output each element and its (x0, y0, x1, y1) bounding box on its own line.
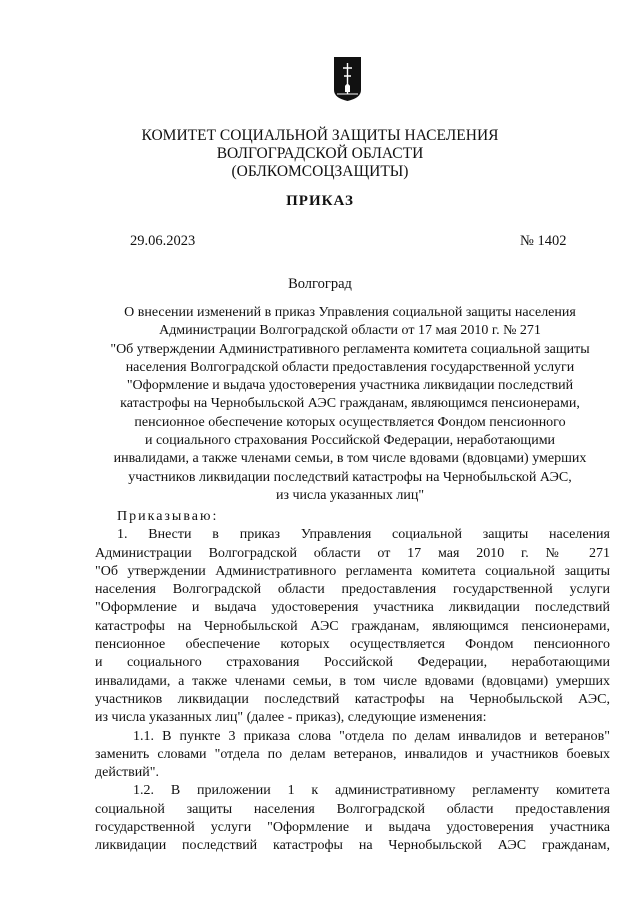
header-line-3: (ОБЛКОМСОЦЗАЩИТЫ) (231, 163, 409, 180)
order-subject (90, 304, 610, 505)
order-body (95, 508, 610, 856)
paragraph-1-line: населения Волгоградской области предоставления государственной услуги (95, 582, 610, 598)
subject-line: и социального страхования Российской Федерации, неработающими (144, 433, 556, 449)
paragraph-1-line: участников ликвидации последствий катастрофы на Чернобыльской АЭС, (95, 691, 610, 707)
subject-line: Администрации Волгоградской области от 17 мая 2010 г. № 271 (159, 323, 541, 339)
paragraph-1-line: "Оформление и выдача удостоверения участника ликвидации последствий (95, 600, 610, 616)
header-line-1: КОМИТЕТ СОЦИАЛЬНОЙ ЗАЩИТЫ НАСЕЛЕНИЯ (141, 127, 499, 144)
subject-line: населения Волгоградской области предоставления государственной услуги (125, 359, 575, 375)
paragraph-1-line: и социального страхования Российской Федерации, неработающими (95, 655, 610, 671)
paragraph-1-1-line: заменить словами "отдела по делам ветеранов, инвалидов и участников боевых (95, 746, 610, 762)
subject-line: инвалидами, а также членами семьи, в том числе вдовами (вдовцами) умерших (113, 451, 587, 467)
paragraph-1-2-line: государственной услуги "Оформление и выдача удостоверения участника (95, 820, 610, 836)
paragraph-1-line: 1. Внести в приказ Управления социальной защиты населения (117, 527, 610, 543)
subject-line: пенсионное обеспечение которых осуществляется Фондом пенсионного (134, 414, 566, 430)
paragraph-1-line: из числа указанных лиц" (далее - приказ), следующие изменения: (95, 710, 487, 726)
subject-line: из числа указанных лиц" (275, 487, 425, 503)
subject-line: "Об утверждении Административного регламента комитета социальной защиты (110, 341, 590, 357)
city: Волгоград (288, 276, 352, 292)
order-word: Приказываю: (117, 509, 219, 524)
subject-line: участников ликвидации последствий катастрофы на Чернобыльской АЭС, (128, 469, 572, 485)
paragraph-1-line: катастрофы на Чернобыльской АЭС гражданам, являющимся пенсионерами, (95, 618, 610, 634)
paragraph-1-2-line: 1.2. В приложении 1 к административному регламенту комитета (133, 783, 610, 799)
subject-line: катастрофы на Чернобыльской АЭС гражданам, являющимся пенсионерами, (120, 396, 580, 412)
paragraph-1-line: пенсионное обеспечение которых осуществляется Фондом пенсионного (95, 637, 610, 653)
subject-line: О внесении изменений в приказ Управления социальной защиты населения (124, 305, 576, 320)
order-number: № 1402 (520, 233, 567, 249)
coat-of-arms-icon (333, 56, 362, 102)
paragraph-1-line: инвалидами, а также членами семьи, в том числе вдовами (вдовцами) умерших (95, 673, 610, 689)
paragraph-1-line: Администрации Волгоградской области от 17 мая 2010 г. № 271 (95, 545, 610, 561)
paragraph-1-line: "Об утверждении Административного регламента комитета социальной защиты (95, 563, 610, 579)
paragraph-1-2-line: ликвидации последствий катастрофы на Чернобыльской АЭС гражданам, (95, 838, 610, 854)
subject-line: "Оформление и выдача удостоверения участника ликвидации последствий (126, 378, 574, 394)
paragraph-1-2-line: социальной защиты населения Волгоградской области предоставления (95, 801, 610, 817)
order-date: 29.06.2023 (130, 233, 196, 249)
header-line-2: ВОЛГОГРАДСКОЙ ОБЛАСТИ (216, 145, 424, 162)
document-title: ПРИКАЗ (286, 193, 354, 209)
paragraph-1-1-line: 1.1. В пункте 3 приказа слова "отдела по делам инвалидов и ветеранов" (133, 728, 610, 744)
paragraph-1-1-line: действий". (95, 765, 159, 781)
